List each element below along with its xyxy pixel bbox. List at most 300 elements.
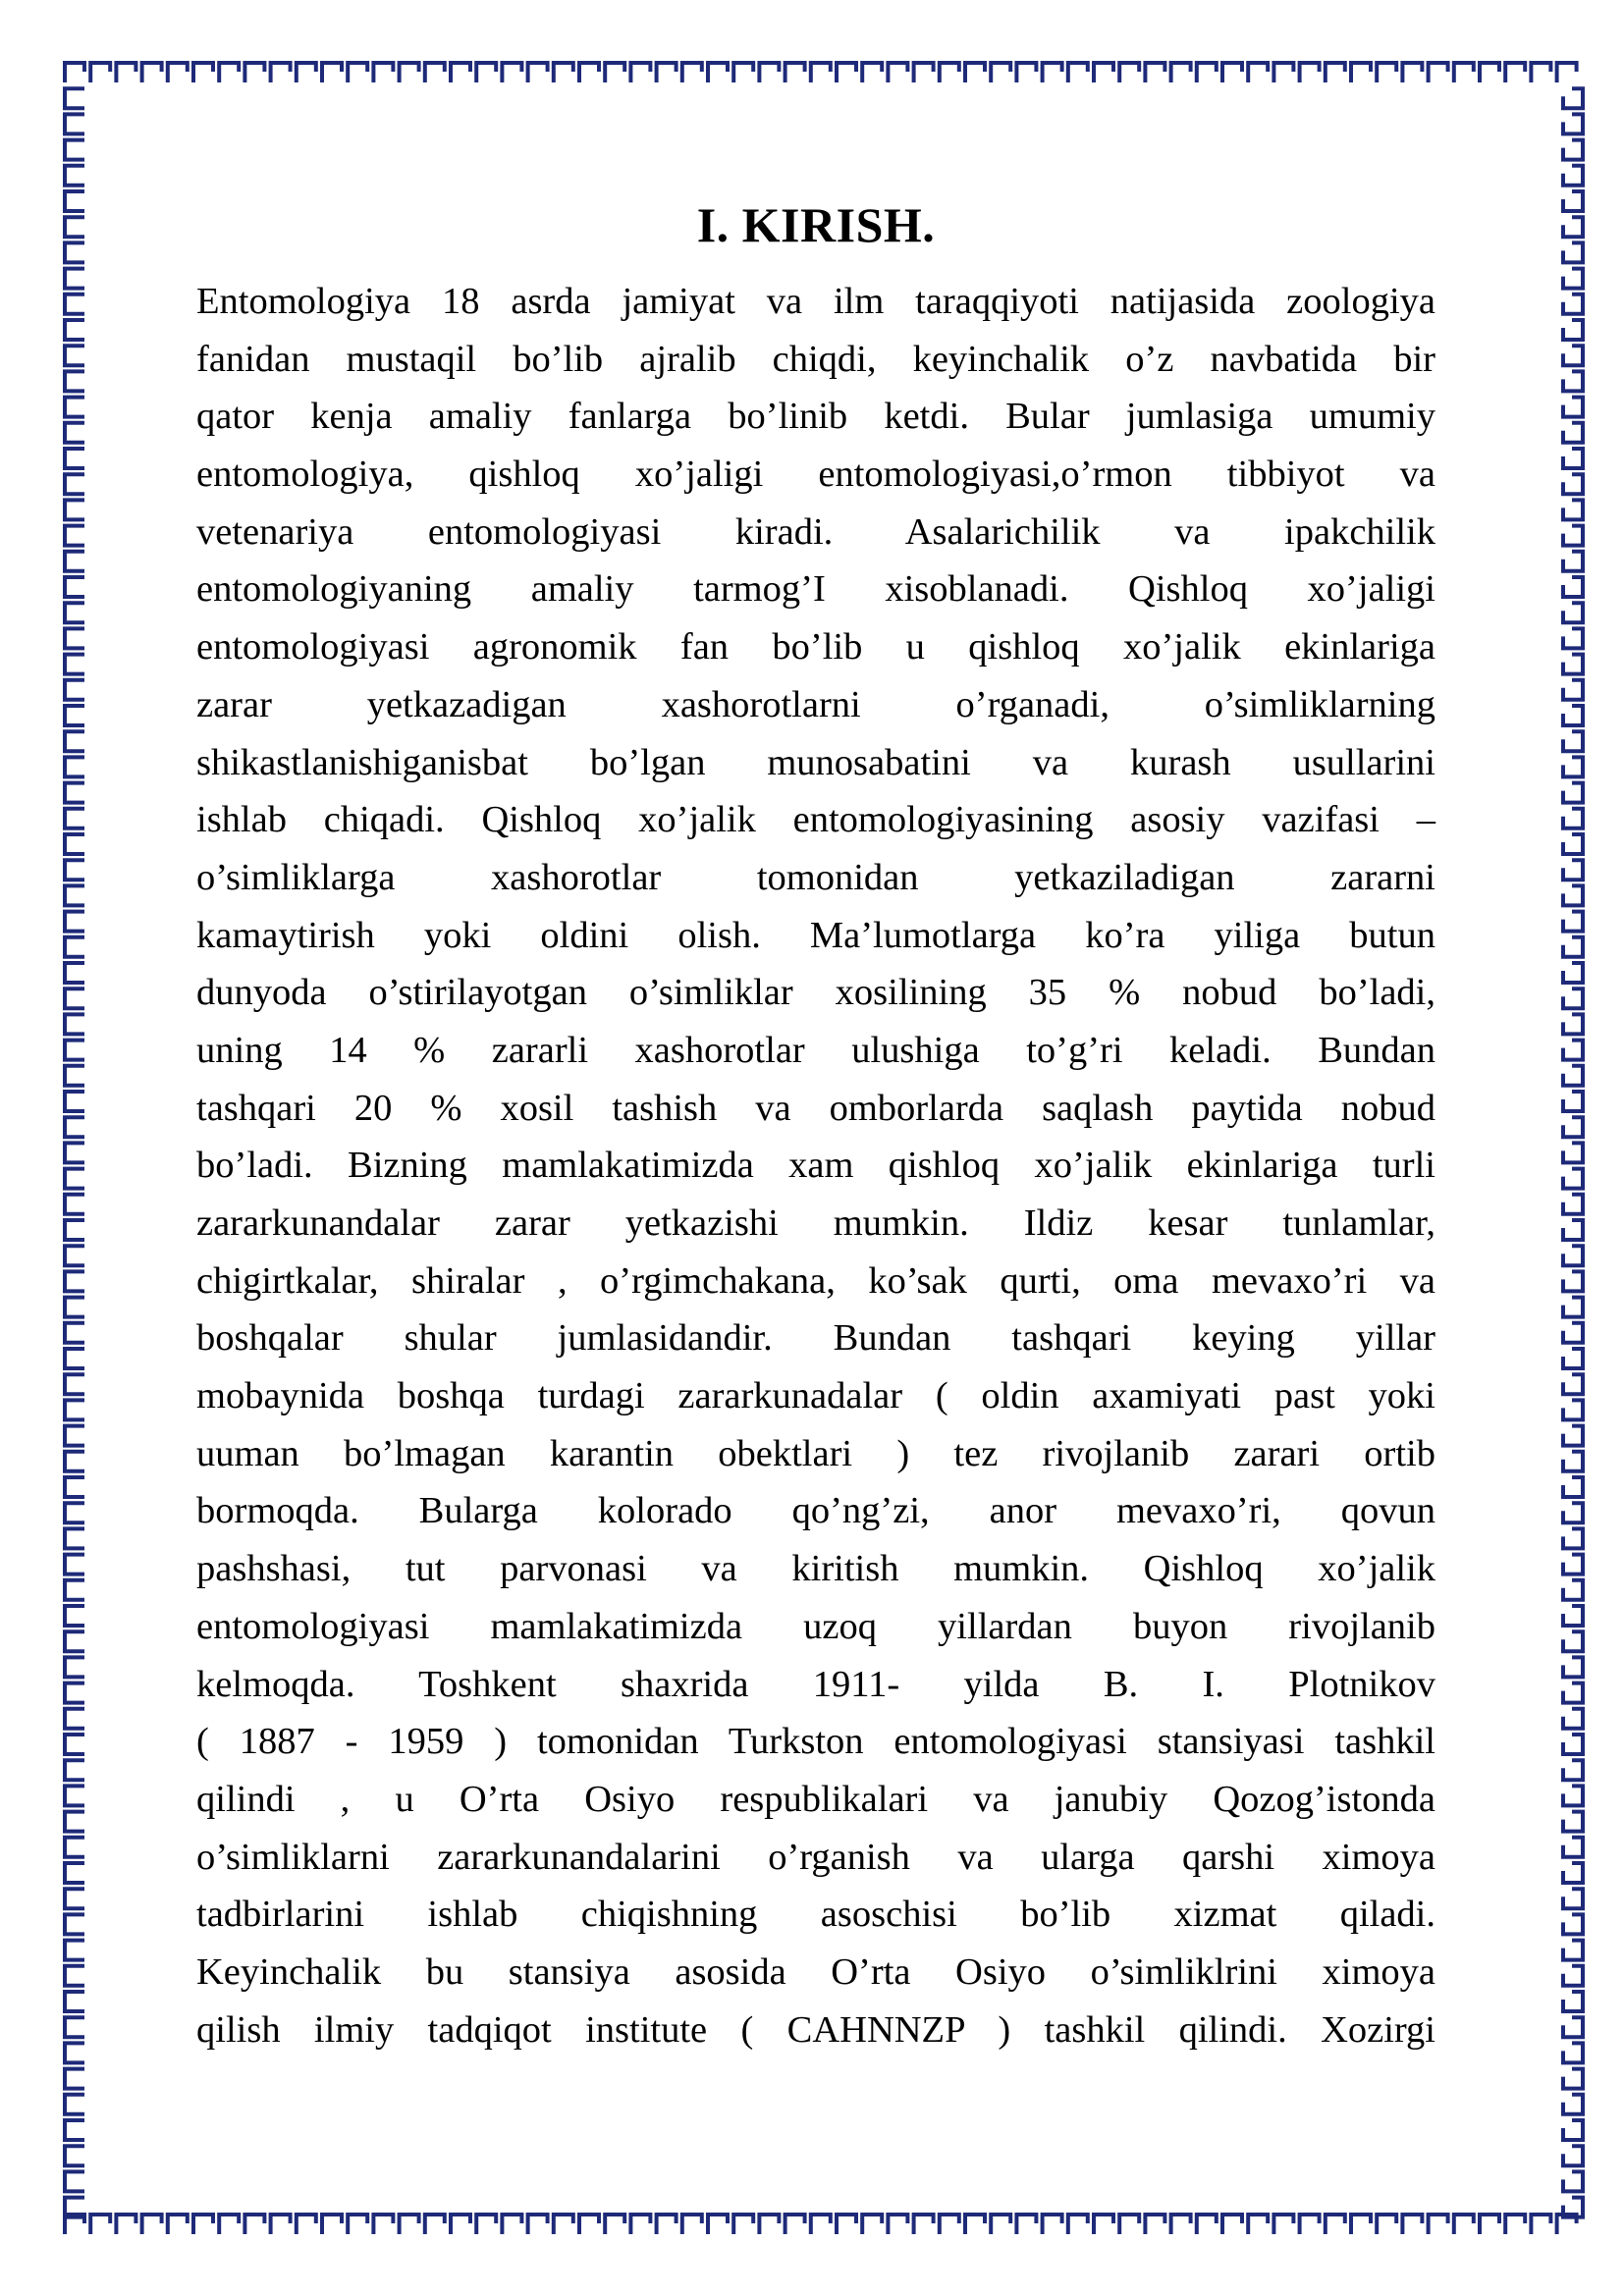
border-segment — [65, 706, 84, 725]
border-segment — [1563, 757, 1583, 776]
border-segment — [244, 2215, 264, 2234]
border-segment — [965, 63, 985, 82]
border-segment — [1016, 63, 1036, 82]
text-line: tadbirlarini ishlab chiqishning asoschisi bo’lib xizmat qiladi. — [196, 1894, 1435, 1936]
border-segment — [1563, 2146, 1583, 2165]
border-segment — [425, 2215, 445, 2234]
border-segment — [657, 2215, 677, 2234]
border-segment — [65, 2017, 84, 2037]
border-segment — [1563, 1812, 1583, 1832]
border-segment — [90, 63, 110, 82]
border-segment — [708, 63, 728, 82]
border-segment — [271, 63, 291, 82]
border-segment — [65, 2120, 84, 2140]
border-segment — [888, 63, 907, 82]
border-segment — [65, 500, 84, 519]
border-segment — [1563, 526, 1583, 546]
text-line: o’simliklarni zararkunandalarini o’rganish va ularga qarshi ximoya — [196, 1836, 1435, 1878]
border-segment — [502, 2215, 521, 2234]
border-segment — [65, 680, 84, 700]
border-segment — [451, 63, 470, 82]
border-segment — [1351, 2215, 1371, 2234]
text-line: chigirtkalar, shiralar , o’rgimchakana, ko’sak qurti, oma mevaxo’ri va — [196, 1259, 1435, 1302]
text-line: mobaynida boshqa turdagi zararkunadalar ( oldin axamiyati past yoki — [196, 1375, 1435, 1417]
border-segment — [65, 1169, 84, 1189]
border-segment — [554, 63, 573, 82]
border-segment — [1563, 191, 1583, 211]
border-segment — [1563, 1786, 1583, 1805]
border-segment — [65, 731, 84, 751]
border-segment — [116, 2215, 135, 2234]
border-segment — [837, 2215, 856, 2234]
text-line: bormoqda. Bularga kolorado qo’ng’zi, anor mevaxo’ri, qovun — [196, 1490, 1435, 1532]
border-segment — [862, 2215, 882, 2234]
border-segment — [528, 2215, 548, 2234]
border-segment — [1563, 2069, 1583, 2089]
text-line: zararkunandalar zarar yetkazishi mumkin. Ildiz kesar tunlamlar, — [196, 1202, 1435, 1244]
border-segment — [65, 1992, 84, 2011]
border-segment — [65, 1400, 84, 1419]
border-segment — [65, 320, 84, 340]
border-segment — [1563, 1092, 1583, 1111]
border-segment — [1563, 706, 1583, 725]
border-segment — [65, 1066, 84, 1086]
border-segment — [888, 2215, 907, 2234]
border-segment — [1222, 63, 1242, 82]
border-segment — [1377, 2215, 1396, 2234]
border-segment — [1563, 731, 1583, 751]
border-segment — [1248, 63, 1268, 82]
border-segment — [605, 63, 624, 82]
border-segment — [65, 757, 84, 776]
border-segment — [65, 1374, 84, 1394]
border-segment — [1563, 809, 1583, 828]
border-segment — [65, 1580, 84, 1600]
border-segment — [65, 114, 84, 133]
border-segment — [65, 1477, 84, 1497]
text-line: fanidan mustaqil bo’lib ajralib chiqdi, keyinchalik o’z navbatida bir — [196, 338, 1435, 380]
border-segment — [811, 63, 831, 82]
border-segment — [65, 1812, 84, 1832]
border-segment — [1563, 140, 1583, 160]
border-segment — [219, 63, 239, 82]
border-segment — [65, 603, 84, 622]
border-segment — [1563, 1992, 1583, 2011]
border-segment — [1429, 2215, 1448, 2234]
border-segment — [65, 1298, 84, 1317]
border-segment — [991, 63, 1010, 82]
border-segment — [1197, 63, 1217, 82]
border-segment — [837, 63, 856, 82]
border-segment — [759, 2215, 779, 2234]
border-segment — [1563, 1246, 1583, 1265]
border-segment — [65, 655, 84, 674]
border-segment — [1563, 2043, 1583, 2062]
border-segment — [1563, 860, 1583, 880]
border-segment — [1563, 1195, 1583, 1214]
border-segment — [733, 63, 753, 82]
text-line: pashshasi, tut parvonasi va kiritish mumkin. Qishloq xo’jalik — [196, 1548, 1435, 1590]
border-segment — [168, 2215, 188, 2234]
border-segment — [1563, 1657, 1583, 1677]
border-segment — [1197, 2215, 1217, 2234]
border-segment — [1563, 680, 1583, 700]
border-segment — [1563, 1709, 1583, 1729]
border-segment — [65, 1426, 84, 1446]
border-segment — [1563, 552, 1583, 571]
border-segment — [373, 63, 393, 82]
border-segment — [1377, 63, 1396, 82]
border-segment — [322, 2215, 342, 2234]
text-line: entomologiya, qishloq xo’jaligi entomologiyasi,o’rmon tibbiyot va — [196, 454, 1435, 496]
border-segment — [271, 2215, 291, 2234]
border-segment — [1563, 500, 1583, 519]
border-segment — [682, 2215, 702, 2234]
border-segment — [142, 2215, 162, 2234]
border-segment — [1563, 783, 1583, 803]
border-segment — [1563, 88, 1583, 108]
border-segment — [297, 2215, 316, 2234]
text-line: o’simliklarga xashorotlar tomonidan yetkaziladigan zararni — [196, 856, 1435, 898]
border-segment — [528, 63, 548, 82]
border-segment — [1531, 2215, 1550, 2234]
border-segment — [1563, 1169, 1583, 1189]
border-segment — [1563, 1426, 1583, 1446]
text-line: boshqalar shular jumlasidandir. Bundan tashqari keying yillar — [196, 1317, 1435, 1360]
text-line: qator kenja amaliy fanlarga bo’linib ketdi. Bular jumlasiga umumiy — [196, 396, 1435, 438]
border-segment — [1563, 963, 1583, 983]
border-segment — [65, 166, 84, 186]
text-line: ( 1887 - 1959 ) tomonidan Turkston entomologiyasi stansiyasi tashkil — [196, 1721, 1435, 1763]
border-segment — [1351, 63, 1371, 82]
border-segment — [65, 912, 84, 932]
border-segment — [65, 242, 84, 262]
border-segment — [1563, 1838, 1583, 1857]
text-line: shikastlanishiganisbat bo’lgan munosabatini va kurash usullarini — [196, 741, 1435, 783]
border-segment — [1563, 655, 1583, 674]
border-segment — [297, 63, 316, 82]
border-segment — [1563, 1298, 1583, 1317]
border-segment — [65, 423, 84, 443]
border-segment — [1068, 63, 1088, 82]
border-segment — [65, 2069, 84, 2089]
border-segment — [65, 140, 84, 160]
border-segment — [1563, 1041, 1583, 1060]
border-segment — [65, 346, 84, 365]
border-segment — [65, 860, 84, 880]
border-segment — [1563, 1374, 1583, 1394]
text-line: kelmoqda. Toshkent shaxrida 1911- yilda B. I. Plotnikov — [196, 1663, 1435, 1705]
border-segment — [116, 63, 135, 82]
border-segment — [1563, 269, 1583, 289]
border-segment — [1563, 1580, 1583, 1600]
border-segment — [1563, 603, 1583, 622]
border-segment — [1563, 628, 1583, 648]
border-segment — [1454, 2215, 1474, 2234]
text-line: zarar yetkazadigan xashorotlarni o’rganadi, o’simliklarning — [196, 683, 1435, 725]
border-segment — [65, 2043, 84, 2062]
text-line: uuman bo’lmagan karantin obektlari ) tez rivojlanib zarari ortib — [196, 1432, 1435, 1474]
border-segment — [65, 1014, 84, 1034]
border-segment — [1402, 2215, 1422, 2234]
border-segment — [1480, 63, 1499, 82]
border-segment — [1563, 1503, 1583, 1522]
border-segment — [1563, 2120, 1583, 2140]
text-line: tashqari 20 % xosil tashish va omborlarda saqlash paytida nobud — [196, 1087, 1435, 1129]
border-segment — [193, 63, 213, 82]
border-segment — [1326, 63, 1345, 82]
document-content — [196, 196, 1435, 2058]
border-segment — [1145, 2215, 1164, 2234]
border-segment — [1563, 166, 1583, 186]
border-segment — [373, 2215, 393, 2234]
border-segment — [1119, 63, 1139, 82]
text-line: Keyinchalik bu stansiya asosida O’rta Osiyo o’simliklrini ximoya — [196, 1950, 1435, 1993]
border-segment — [1043, 63, 1062, 82]
border-segment — [65, 1760, 84, 1780]
text-line: entomologiyasi agronomik fan bo’lib u qishloq xo’jalik ekinlariga — [196, 626, 1435, 668]
border-segment — [65, 63, 84, 82]
border-segment — [65, 577, 84, 597]
border-segment — [682, 63, 702, 82]
border-segment — [65, 552, 84, 571]
border-segment — [1563, 1683, 1583, 1703]
text-line: ishlab chiqadi. Qishloq xo’jalik entomologiyasining asosiy vazifasi – — [196, 799, 1435, 841]
border-segment — [65, 2171, 84, 2191]
border-segment — [65, 1889, 84, 1908]
border-segment — [630, 2215, 650, 2234]
border-segment — [1563, 834, 1583, 854]
border-segment — [219, 2215, 239, 2234]
border-segment — [65, 1735, 84, 1754]
text-line: kamaytirish yoki oldini olish. Ma’lumotlarga ko’ra yiliga butun — [196, 914, 1435, 956]
border-segment — [1563, 371, 1583, 391]
border-segment — [1248, 2215, 1268, 2234]
border-segment — [451, 2215, 470, 2234]
border-segment — [1068, 2215, 1088, 2234]
border-segment — [168, 63, 188, 82]
border-segment — [1300, 2215, 1320, 2234]
border-segment — [65, 1657, 84, 1677]
border-segment — [322, 63, 342, 82]
border-segment — [1505, 63, 1525, 82]
border-segment — [1563, 1914, 1583, 1934]
border-segment — [914, 2215, 934, 2234]
text-line: bo’ladi. Bizning mamlakatimizda xam qishloq xo’jalik ekinlariga turli — [196, 1145, 1435, 1187]
border-segment — [65, 474, 84, 494]
border-segment — [1563, 2095, 1583, 2114]
border-segment — [1016, 2215, 1036, 2234]
border-segment — [1563, 1966, 1583, 1986]
border-segment — [785, 63, 805, 82]
border-segment — [579, 63, 599, 82]
page-title: I. KIRISH. — [696, 197, 936, 252]
border-segment — [1505, 2215, 1525, 2234]
border-segment — [65, 885, 84, 905]
border-segment — [914, 63, 934, 82]
text-line: qilindi , u O’rta Osiyo respublikalari va janubiy Qozog’istonda — [196, 1778, 1435, 1820]
border-segment — [65, 1092, 84, 1111]
text-line: Entomologiya 18 asrda jamiyat va ilm taraqqiyoti natijasida zoologiya — [196, 281, 1435, 322]
border-segment — [1273, 2215, 1293, 2234]
border-segment — [1563, 1760, 1583, 1780]
border-segment — [1563, 474, 1583, 494]
border-segment — [785, 2215, 805, 2234]
border-segment — [1480, 2215, 1499, 2234]
body-paragraph — [196, 273, 1435, 2058]
border-segment — [65, 1786, 84, 1805]
border-segment — [1563, 1889, 1583, 1908]
border-segment — [65, 398, 84, 417]
border-segment — [193, 2215, 213, 2234]
border-segment — [708, 2215, 728, 2234]
border-segment — [1043, 2215, 1062, 2234]
border-segment — [65, 1555, 84, 1575]
border-segment — [65, 1220, 84, 1240]
border-segment — [400, 2215, 419, 2234]
border-segment — [65, 963, 84, 983]
border-segment — [65, 1631, 84, 1651]
border-segment — [65, 88, 84, 108]
border-segment — [65, 1863, 84, 1883]
border-segment — [1563, 1117, 1583, 1137]
border-segment — [1563, 885, 1583, 905]
border-segment — [1563, 320, 1583, 340]
border-segment — [65, 371, 84, 391]
border-segment — [1273, 63, 1293, 82]
border-segment — [1563, 217, 1583, 237]
border-segment — [65, 988, 84, 1008]
border-segment — [348, 2215, 367, 2234]
border-segment — [630, 63, 650, 82]
border-segment — [502, 63, 521, 82]
border-segment — [65, 1528, 84, 1548]
border-segment — [1563, 1941, 1583, 1960]
border-segment — [1119, 2215, 1139, 2234]
border-segment — [1563, 912, 1583, 932]
border-segment — [65, 1606, 84, 1626]
border-segment — [1563, 1452, 1583, 1471]
border-segment — [348, 63, 367, 82]
border-segment — [476, 2215, 496, 2234]
border-segment — [65, 1452, 84, 1471]
text-line: uning 14 % zararli xashorotlar ulushiga to’g’ri keladi. Bundan — [196, 1029, 1435, 1071]
border-segment — [65, 628, 84, 648]
border-segment — [1563, 1735, 1583, 1754]
border-segment — [1326, 2215, 1345, 2234]
border-segment — [1563, 1631, 1583, 1651]
border-segment — [1563, 1143, 1583, 1162]
border-segment — [733, 2215, 753, 2234]
border-segment — [65, 1246, 84, 1265]
border-segment — [65, 269, 84, 289]
border-segment — [65, 1349, 84, 1368]
border-segment — [65, 1271, 84, 1291]
border-segment — [65, 937, 84, 957]
text-line: vetenariya entomologiyasi kiradi. Asalarichilik va ipakchilik — [196, 510, 1435, 553]
border-segment — [65, 809, 84, 828]
border-segment — [965, 2215, 985, 2234]
border-segment — [65, 834, 84, 854]
border-segment — [65, 1117, 84, 1137]
border-segment — [65, 1041, 84, 1060]
border-segment — [1531, 63, 1550, 82]
border-segment — [1563, 1606, 1583, 1626]
border-segment — [65, 217, 84, 237]
border-segment — [991, 2215, 1010, 2234]
border-segment — [65, 1683, 84, 1703]
border-segment — [65, 1941, 84, 1960]
border-segment — [1563, 1400, 1583, 1419]
text-line: entomologiyasi mamlakatimizda uzoq yillardan buyon rivojlanib — [196, 1605, 1435, 1647]
border-segment — [1171, 2215, 1191, 2234]
border-segment — [1563, 1323, 1583, 1343]
border-segment — [65, 1195, 84, 1214]
border-segment — [1454, 63, 1474, 82]
border-segment — [1563, 937, 1583, 957]
border-segment — [65, 1503, 84, 1522]
border-segment — [605, 2215, 624, 2234]
border-segment — [65, 1914, 84, 1934]
border-segment — [1563, 1349, 1583, 1368]
border-segment — [1563, 2017, 1583, 2037]
border-segment — [1563, 398, 1583, 417]
border-segment — [65, 294, 84, 314]
border-segment — [1563, 1220, 1583, 1240]
border-segment — [940, 2215, 959, 2234]
border-segment — [65, 1709, 84, 1729]
border-segment — [1563, 1271, 1583, 1291]
border-segment — [65, 1143, 84, 1162]
border-segment — [1171, 63, 1191, 82]
border-segment — [862, 63, 882, 82]
border-segment — [1563, 988, 1583, 1008]
border-segment — [1402, 63, 1422, 82]
border-segment — [759, 63, 779, 82]
text-line: dunyoda o’stirilayotgan o’simliklar xosilining 35 % nobud bo’ladi, — [196, 972, 1435, 1014]
border-segment — [400, 63, 419, 82]
border-segment — [1563, 2171, 1583, 2191]
border-segment — [425, 63, 445, 82]
border-segment — [1094, 2215, 1113, 2234]
border-segment — [1429, 63, 1448, 82]
text-line: entomologiyaning amaliy tarmog’I xisoblanadi. Qishloq xo’jaligi — [196, 568, 1435, 611]
border-segment — [1563, 1555, 1583, 1575]
border-segment — [1563, 577, 1583, 597]
border-segment — [1563, 346, 1583, 365]
border-segment — [65, 1966, 84, 1986]
border-segment — [1563, 1863, 1583, 1883]
border-segment — [142, 63, 162, 82]
border-segment — [90, 2215, 110, 2234]
border-segment — [940, 63, 959, 82]
border-segment — [1222, 2215, 1242, 2234]
border-segment — [244, 63, 264, 82]
border-segment — [1563, 449, 1583, 468]
border-segment — [1563, 114, 1583, 133]
border-segment — [476, 63, 496, 82]
border-segment — [1145, 63, 1164, 82]
border-segment — [65, 191, 84, 211]
border-segment — [811, 2215, 831, 2234]
border-segment — [1094, 63, 1113, 82]
border-segment — [65, 449, 84, 468]
border-segment — [1557, 63, 1577, 82]
border-segment — [1563, 423, 1583, 443]
border-segment — [1563, 1066, 1583, 1086]
border-segment — [1563, 294, 1583, 314]
border-segment — [1300, 63, 1320, 82]
